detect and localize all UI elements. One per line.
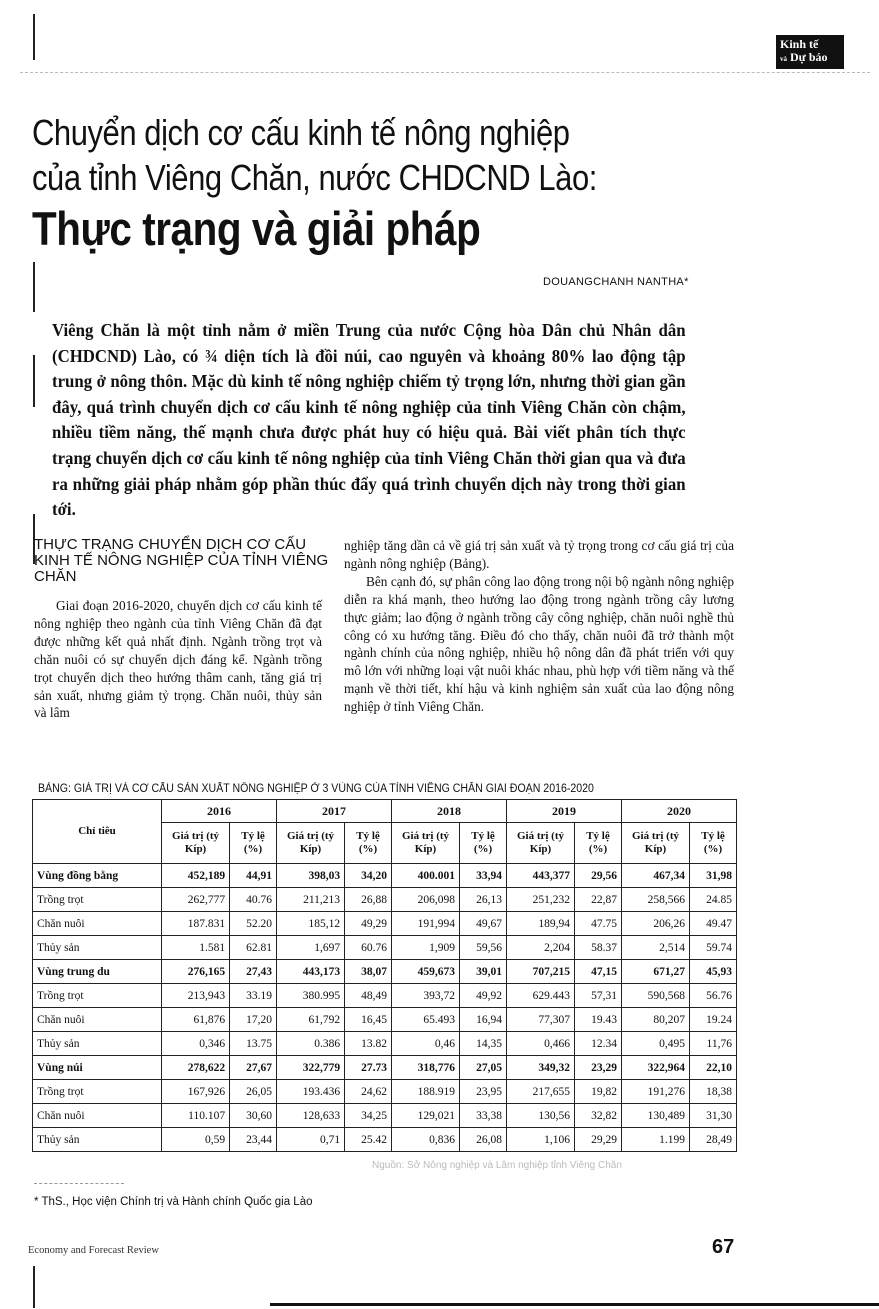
- cell-value: 0,495: [621, 1032, 689, 1056]
- cell-value: 0,71: [276, 1128, 344, 1152]
- cell-percent: 22,10: [690, 1056, 737, 1080]
- cell-value: 590,568: [621, 984, 689, 1008]
- cell-value: 0,466: [506, 1032, 574, 1056]
- cell-percent: 25.42: [345, 1128, 392, 1152]
- cell-value: 629.443: [506, 984, 574, 1008]
- cell-value: 130,489: [621, 1104, 689, 1128]
- badge-small: và: [780, 55, 787, 63]
- table-row: [33, 1032, 737, 1056]
- cell-value: 189,94: [506, 912, 574, 936]
- cell-value: 276,165: [162, 960, 230, 984]
- cell-value: 1.581: [162, 936, 230, 960]
- cell-percent: 31,30: [690, 1104, 737, 1128]
- cell-percent: 26,05: [230, 1080, 277, 1104]
- cell-percent: 59.74: [690, 936, 737, 960]
- data-table: [32, 799, 737, 1152]
- row-label: Vùng núi: [33, 1056, 162, 1080]
- table-row-region: [33, 864, 737, 888]
- cell-percent: 27,43: [230, 960, 277, 984]
- cell-value: 400.001: [391, 864, 459, 888]
- cell-percent: 40.76: [230, 888, 277, 912]
- cell-percent: 62.81: [230, 936, 277, 960]
- cell-value: 129,021: [391, 1104, 459, 1128]
- table-row-region: [33, 960, 737, 984]
- col2-paragraph-2: Bên cạnh đó, sự phân công lao động trong nội bộ ngành nông nghiệp diễn ra khá mạnh, theo hướng lao động trong ngành trồng cây lương thực giảm; lao động ở ngành trồng cây công nghiệp, chăn nuôi nghề thủ công có xu hướng tăng. Điều đó cho thấy, chăn nuôi đã trở thành một ngành chính của nông nghiệp, nhiều hộ nông dân đã phát triển với quy mô lớn với những loại vật nuôi khác nhau, phù hợp với tiềm năng và thế mạnh về thời tiết, khí hậu và kinh nghiệm sản xuất của lao động nông nghiệp ở tỉnh Viêng Chăn.: [344, 573, 734, 715]
- cell-value: 1,909: [391, 936, 459, 960]
- cell-percent: 39,01: [460, 960, 507, 984]
- cell-value: 191,994: [391, 912, 459, 936]
- cell-percent: 12.34: [575, 1032, 622, 1056]
- year-header: 2018: [391, 800, 506, 823]
- cell-value: 0,346: [162, 1032, 230, 1056]
- body-column-1: Giai đoạn 2016-2020, chuyển dịch cơ cấu kinh tế nông nghiệp theo ngành của tỉnh Viêng Chăn đã đạt được những kết quả nhất định. Ngành trồng trọt và chăn nuôi có sự chuyển dịch đáng kể. Ngành trồng trọt chuyển dịch theo hướng thâm canh, tăng giá trị sản xuất, nhưng giảm tỷ trọng. Chăn nuôi, thủy sản và lâm: [34, 598, 322, 721]
- cell-value: 707,215: [506, 960, 574, 984]
- author-name: DOUANGCHANH NANTHA*: [543, 276, 689, 288]
- cell-percent: 60.76: [345, 936, 392, 960]
- cell-value: 459,673: [391, 960, 459, 984]
- cell-value: 443,377: [506, 864, 574, 888]
- footnote: * ThS., Học viện Chính trị và Hành chính Quốc gia Lào: [34, 1196, 313, 1208]
- cell-percent: 13.82: [345, 1032, 392, 1056]
- cell-percent: 14,35: [460, 1032, 507, 1056]
- cell-percent: 26,88: [345, 888, 392, 912]
- year-header: 2016: [162, 800, 277, 823]
- row-label: Thủy sản: [33, 1128, 162, 1152]
- cell-value: 110.107: [162, 1104, 230, 1128]
- page-number: 67: [712, 1236, 735, 1258]
- table-row: [33, 1008, 737, 1032]
- row-label: Thủy sản: [33, 1032, 162, 1056]
- row-label: Vùng đồng bằng: [33, 864, 162, 888]
- article-title: [32, 110, 597, 258]
- cell-percent: 27,67: [230, 1056, 277, 1080]
- cell-value: 185,12: [276, 912, 344, 936]
- cell-value: 443,173: [276, 960, 344, 984]
- cell-percent: 24,62: [345, 1080, 392, 1104]
- cell-value: 213,943: [162, 984, 230, 1008]
- subheader-percent: Tỷ lệ (%): [230, 823, 277, 864]
- cell-percent: 19,82: [575, 1080, 622, 1104]
- row-label: Trồng trọt: [33, 984, 162, 1008]
- cell-value: 1,106: [506, 1128, 574, 1152]
- col-header-indicator: Chỉ tiêu: [33, 800, 162, 864]
- margin-rule: [33, 355, 35, 407]
- cell-percent: 52.20: [230, 912, 277, 936]
- cell-value: 380.995: [276, 984, 344, 1008]
- subheader-percent: Tỷ lệ (%): [460, 823, 507, 864]
- cell-percent: 26,08: [460, 1128, 507, 1152]
- cell-percent: 34,20: [345, 864, 392, 888]
- title-line-1: Chuyển dịch cơ cấu kinh tế nông nghiệp: [32, 112, 570, 153]
- cell-percent: 24.85: [690, 888, 737, 912]
- cell-value: 61,792: [276, 1008, 344, 1032]
- cell-value: 187.831: [162, 912, 230, 936]
- cell-value: 206,098: [391, 888, 459, 912]
- cell-percent: 28,49: [690, 1128, 737, 1152]
- table-source: Nguồn: Sở Nông nghiệp và Lâm nghiệp tỉnh Viêng Chăn: [372, 1160, 622, 1171]
- cell-percent: 19.43: [575, 1008, 622, 1032]
- badge-line1: Kinh tế: [780, 37, 819, 51]
- cell-percent: 47,15: [575, 960, 622, 984]
- cell-percent: 32,82: [575, 1104, 622, 1128]
- subheader-percent: Tỷ lệ (%): [575, 823, 622, 864]
- cell-percent: 59,56: [460, 936, 507, 960]
- cell-percent: 30,60: [230, 1104, 277, 1128]
- row-label: Trồng trọt: [33, 888, 162, 912]
- cell-value: 0.386: [276, 1032, 344, 1056]
- journal-badge: [776, 35, 844, 69]
- year-header: 2019: [506, 800, 621, 823]
- cell-value: 258,566: [621, 888, 689, 912]
- cell-value: 671,27: [621, 960, 689, 984]
- cell-percent: 16,94: [460, 1008, 507, 1032]
- table-row: [33, 1104, 737, 1128]
- cell-value: 398,03: [276, 864, 344, 888]
- cell-percent: 26,13: [460, 888, 507, 912]
- cell-value: 167,926: [162, 1080, 230, 1104]
- cell-percent: 48,49: [345, 984, 392, 1008]
- cell-value: 193.436: [276, 1080, 344, 1104]
- table-row: [33, 912, 737, 936]
- subheader-value: Giá trị (tỷ Kíp): [276, 823, 344, 864]
- cell-percent: 23,95: [460, 1080, 507, 1104]
- badge-line2: Dự báo: [790, 50, 828, 64]
- bottom-rule: [270, 1303, 879, 1306]
- cell-percent: 29,56: [575, 864, 622, 888]
- cell-value: 452,189: [162, 864, 230, 888]
- row-label: Chăn nuôi: [33, 1104, 162, 1128]
- cell-value: 251,232: [506, 888, 574, 912]
- cell-percent: 33.19: [230, 984, 277, 1008]
- cell-percent: 27,05: [460, 1056, 507, 1080]
- cell-percent: 56.76: [690, 984, 737, 1008]
- cell-percent: 23,29: [575, 1056, 622, 1080]
- cell-value: 128,633: [276, 1104, 344, 1128]
- cell-value: 318,776: [391, 1056, 459, 1080]
- cell-value: 2,204: [506, 936, 574, 960]
- row-label: Trồng trọt: [33, 1080, 162, 1104]
- abstract: Viêng Chăn là một tỉnh nằm ở miền Trung của nước Cộng hòa Dân chủ Nhân dân (CHDCND) Lào, có ¾ diện tích là đồi núi, cao nguyên và khoảng 80% lao động tập trung ở nông thôn. Mặc dù kinh tế nông nghiệp chiếm tỷ trọng lớn, nhưng thời gian gần đây, quá trình chuyển dịch cơ cấu kinh tế nông nghiệp của tỉnh Viêng Chăn còn chậm, nhiều tiềm năng, thế mạnh chưa được phát huy có hiệu quả. Bài viết phân tích thực trạng chuyển dịch cơ cấu kinh tế nông nghiệp của tỉnh Viêng Chăn thời gian qua và đưa ra những giải pháp nhằm góp phần thúc đẩy quá trình chuyển dịch này trong thời gian tới.: [52, 320, 686, 520]
- cell-value: 262,777: [162, 888, 230, 912]
- cell-percent: 34,25: [345, 1104, 392, 1128]
- cell-value: 393,72: [391, 984, 459, 1008]
- cell-value: 206,26: [621, 912, 689, 936]
- cell-percent: 33,38: [460, 1104, 507, 1128]
- table-row: [33, 984, 737, 1008]
- subheader-value: Giá trị (tỷ Kíp): [621, 823, 689, 864]
- margin-rule: [33, 262, 35, 312]
- row-label: Chăn nuôi: [33, 912, 162, 936]
- section-heading: THỰC TRẠNG CHUYỂN DỊCH CƠ CẤU KINH TẾ NÔNG NGHIỆP CỦA TỈNH VIÊNG CHĂN: [34, 536, 329, 585]
- subheader-value: Giá trị (tỷ Kíp): [391, 823, 459, 864]
- cell-value: 322,779: [276, 1056, 344, 1080]
- footnote-rule: [34, 1183, 124, 1184]
- table-row: [33, 888, 737, 912]
- cell-percent: 13.75: [230, 1032, 277, 1056]
- cell-percent: 31,98: [690, 864, 737, 888]
- cell-value: 61,876: [162, 1008, 230, 1032]
- cell-value: 0,46: [391, 1032, 459, 1056]
- table-row: [33, 1080, 737, 1104]
- cell-percent: 27.73: [345, 1056, 392, 1080]
- cell-value: 1.199: [621, 1128, 689, 1152]
- cell-value: 211,213: [276, 888, 344, 912]
- cell-value: 322,964: [621, 1056, 689, 1080]
- row-label: Vùng trung du: [33, 960, 162, 984]
- cell-percent: 33,94: [460, 864, 507, 888]
- cell-percent: 49,29: [345, 912, 392, 936]
- header-divider: [20, 72, 870, 74]
- table-row-region: [33, 1056, 737, 1080]
- cell-percent: 11,76: [690, 1032, 737, 1056]
- subheader-percent: Tỷ lệ (%): [690, 823, 737, 864]
- body-column-2: [344, 537, 734, 716]
- margin-rule: [33, 1266, 35, 1308]
- cell-value: 278,622: [162, 1056, 230, 1080]
- cell-percent: 45,93: [690, 960, 737, 984]
- cell-percent: 23,44: [230, 1128, 277, 1152]
- margin-rule: [33, 14, 35, 60]
- cell-value: 0,59: [162, 1128, 230, 1152]
- subheader-value: Giá trị (tỷ Kíp): [162, 823, 230, 864]
- cell-percent: 16,45: [345, 1008, 392, 1032]
- year-header: 2017: [276, 800, 391, 823]
- cell-value: 130,56: [506, 1104, 574, 1128]
- cell-percent: 47.75: [575, 912, 622, 936]
- cell-value: 77,307: [506, 1008, 574, 1032]
- row-label: Chăn nuôi: [33, 1008, 162, 1032]
- table-caption: BẢNG: GIÁ TRỊ VÀ CƠ CẤU SẢN XUẤT NÔNG NGHIỆP Ở 3 VÙNG CỦA TỈNH VIÊNG CHĂN GIAI ĐOẠN 2016-2020: [38, 783, 594, 795]
- cell-value: 1,697: [276, 936, 344, 960]
- journal-name: Economy and Forecast Review: [28, 1245, 159, 1256]
- table-row: [33, 1128, 737, 1152]
- cell-percent: 22,87: [575, 888, 622, 912]
- year-header: 2020: [621, 800, 736, 823]
- cell-value: 2,514: [621, 936, 689, 960]
- subheader-percent: Tỷ lệ (%): [345, 823, 392, 864]
- cell-value: 191,276: [621, 1080, 689, 1104]
- cell-value: 65.493: [391, 1008, 459, 1032]
- row-label: Thủy sản: [33, 936, 162, 960]
- cell-percent: 19.24: [690, 1008, 737, 1032]
- cell-percent: 29,29: [575, 1128, 622, 1152]
- cell-value: 188.919: [391, 1080, 459, 1104]
- cell-percent: 49,67: [460, 912, 507, 936]
- cell-value: 467,34: [621, 864, 689, 888]
- cell-percent: 58.37: [575, 936, 622, 960]
- table-row: [33, 936, 737, 960]
- title-line-3: Thực trạng và giải pháp: [32, 202, 481, 255]
- cell-value: 217,655: [506, 1080, 574, 1104]
- cell-percent: 49,92: [460, 984, 507, 1008]
- subheader-value: Giá trị (tỷ Kíp): [506, 823, 574, 864]
- cell-percent: 44,91: [230, 864, 277, 888]
- cell-value: 349,32: [506, 1056, 574, 1080]
- cell-value: 80,207: [621, 1008, 689, 1032]
- cell-value: 0,836: [391, 1128, 459, 1152]
- cell-percent: 38,07: [345, 960, 392, 984]
- title-line-2: của tỉnh Viêng Chăn, nước CHDCND Lào:: [32, 157, 597, 198]
- cell-percent: 18,38: [690, 1080, 737, 1104]
- cell-percent: 49.47: [690, 912, 737, 936]
- cell-percent: 17,20: [230, 1008, 277, 1032]
- col2-paragraph-1: nghiệp tăng dần cả về giá trị sản xuất và tỷ trọng trong cơ cấu giá trị của ngành nông nghiệp (Bảng).: [344, 538, 734, 571]
- cell-percent: 57,31: [575, 984, 622, 1008]
